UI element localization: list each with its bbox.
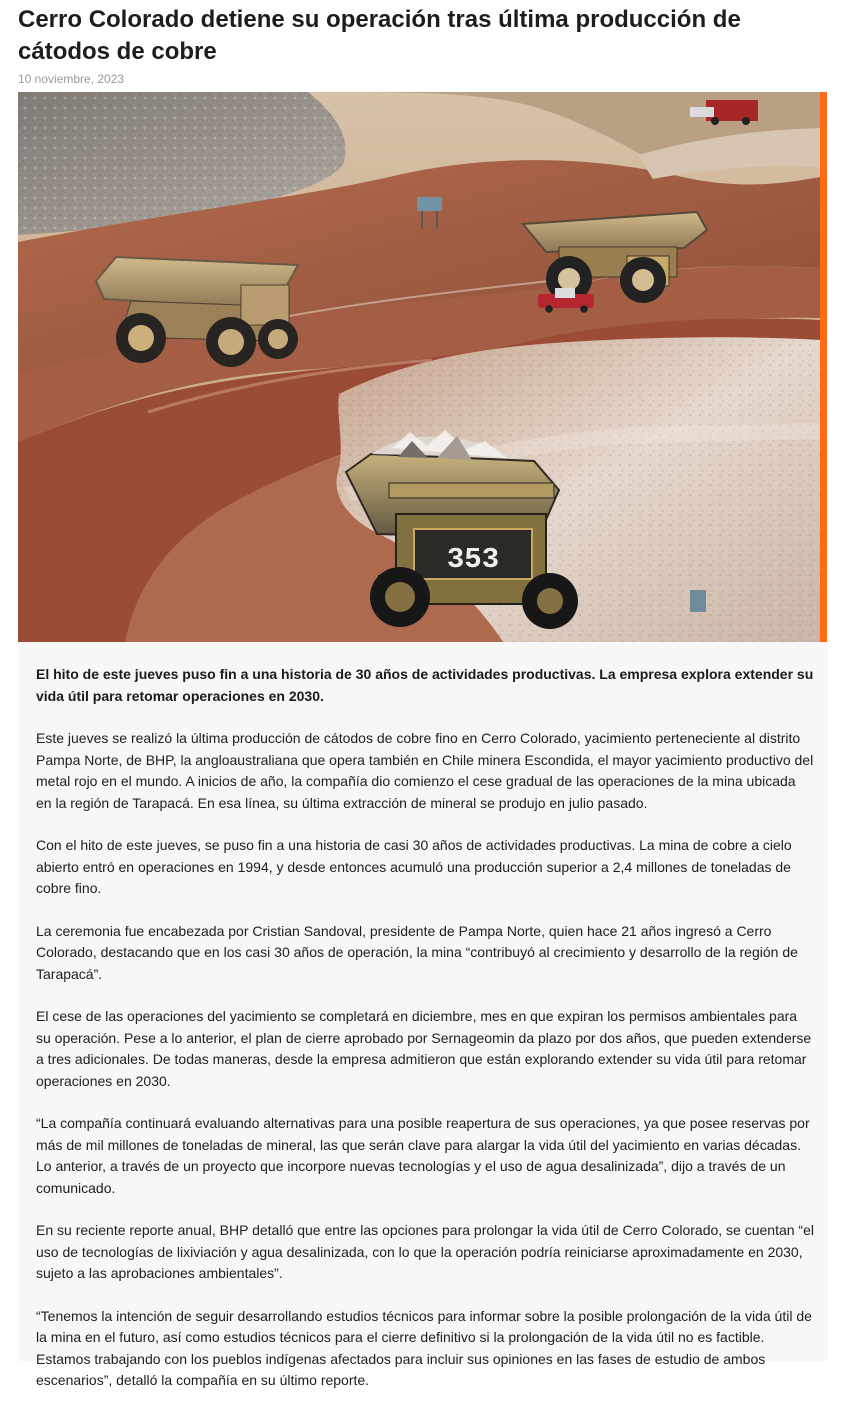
article-body bbox=[18, 642, 828, 1388]
svg-text:353: 353 bbox=[446, 543, 500, 576]
article-paragraph: En su reciente reporte anual, BHP detalló que entre las opciones para prolongar la vida útil de Cerro Colorado, se cuentan “el uso de tecnologías de lixiviación y agua desalinizada, con lo que la operación podría reiniciarse aproximadamente en 2030, sujeto a las aprobaciones ambientales”. bbox=[36, 1222, 814, 1281]
article-paragraph: “Tenemos la intención de seguir desarrollando estudios técnicos para informar sobre la posible prolongación de la vida útil de la mina en el futuro, así como estudios técnicos para el cierre definitivo si la prolongación de la vida útil no es factible. Estamos trabajando con los pueblos indígenas afectados para incluir sus opiniones en las fases de estudio de ambos escenarios”, detalló la compañía en su último reporte. bbox=[36, 1307, 812, 1388]
mining-hero-image bbox=[18, 92, 820, 642]
site-marker-icon bbox=[690, 590, 706, 612]
article-paragraph: La ceremonia fue encabezada por Cristian Sandoval, presidente de Pampa Norte, quien hace 21 años ingresó a Cerro Colorado, destacando que en los casi 30 años de operación, la mina “contribuyó al crecimiento y desarrollo de la región de Tarapacá”. bbox=[36, 922, 798, 982]
article-lead: El hito de este jueves puso fin a una historia de 30 años de actividades productivas. La empresa explora extender su vida útil para retomar operaciones en 2030. bbox=[36, 666, 814, 704]
mine-truck-illustration bbox=[18, 92, 820, 642]
article-paragraph: “La compañía continuará evaluando alternativas para una posible reapertura de sus operaciones, ya que posee reservas por más de mil millones de toneladas de mineral, las que serán clave para alargar la vida útil del yacimiento en varias décadas. Lo anterior, a través de un proyecto que incorpore nuevas tecnologías y el uso de agua desalinizada”, dijo a través de un comunicado. bbox=[36, 1115, 810, 1196]
article-paragraph: El cese de las operaciones del yacimiento se completará en diciembre, mes en que expiran los permisos ambientales para su operación. Pese a lo anterior, el plan de cierre aprobado por Sernageomin da plazo por dos años, que pueden extenderse a tres adicionales. De todas maneras, desde la empresa admitieron que están explorando extender su vida útil para retomar operaciones en 2030. bbox=[36, 1008, 812, 1089]
article-paragraph: Este jueves se realizó la última producción de cátodos de cobre fino en Cerro Colorado, yacimiento perteneciente al distrito Pampa Norte, de BHP, la angloaustraliana que opera también en Chile minera Escondida, el mayor yacimiento productivo del metal rojo en el mundo. A inicios de año, la compañía dio comienzo el cese gradual de las operaciones de la mina ubicada en la región de Tarapacá. En esa línea, su última extracción de mineral se produjo en julio pasado. bbox=[36, 730, 814, 811]
article-date: 10 noviembre, 2023 bbox=[18, 72, 125, 86]
article-content bbox=[36, 664, 814, 1413]
article-paragraph: Con el hito de este jueves, se puso fin a una historia de casi 30 años de actividades productivas. La mina de cobre a cielo abierto entró en operaciones en 1994, y desde entonces acumuló una producción superior a 2,4 millones de toneladas de cobre fino. bbox=[36, 837, 792, 896]
orange-accent-bar bbox=[820, 92, 827, 644]
article-title: Cerro Colorado detiene su operación tras última producción de cátodos de cobre bbox=[18, 6, 741, 65]
